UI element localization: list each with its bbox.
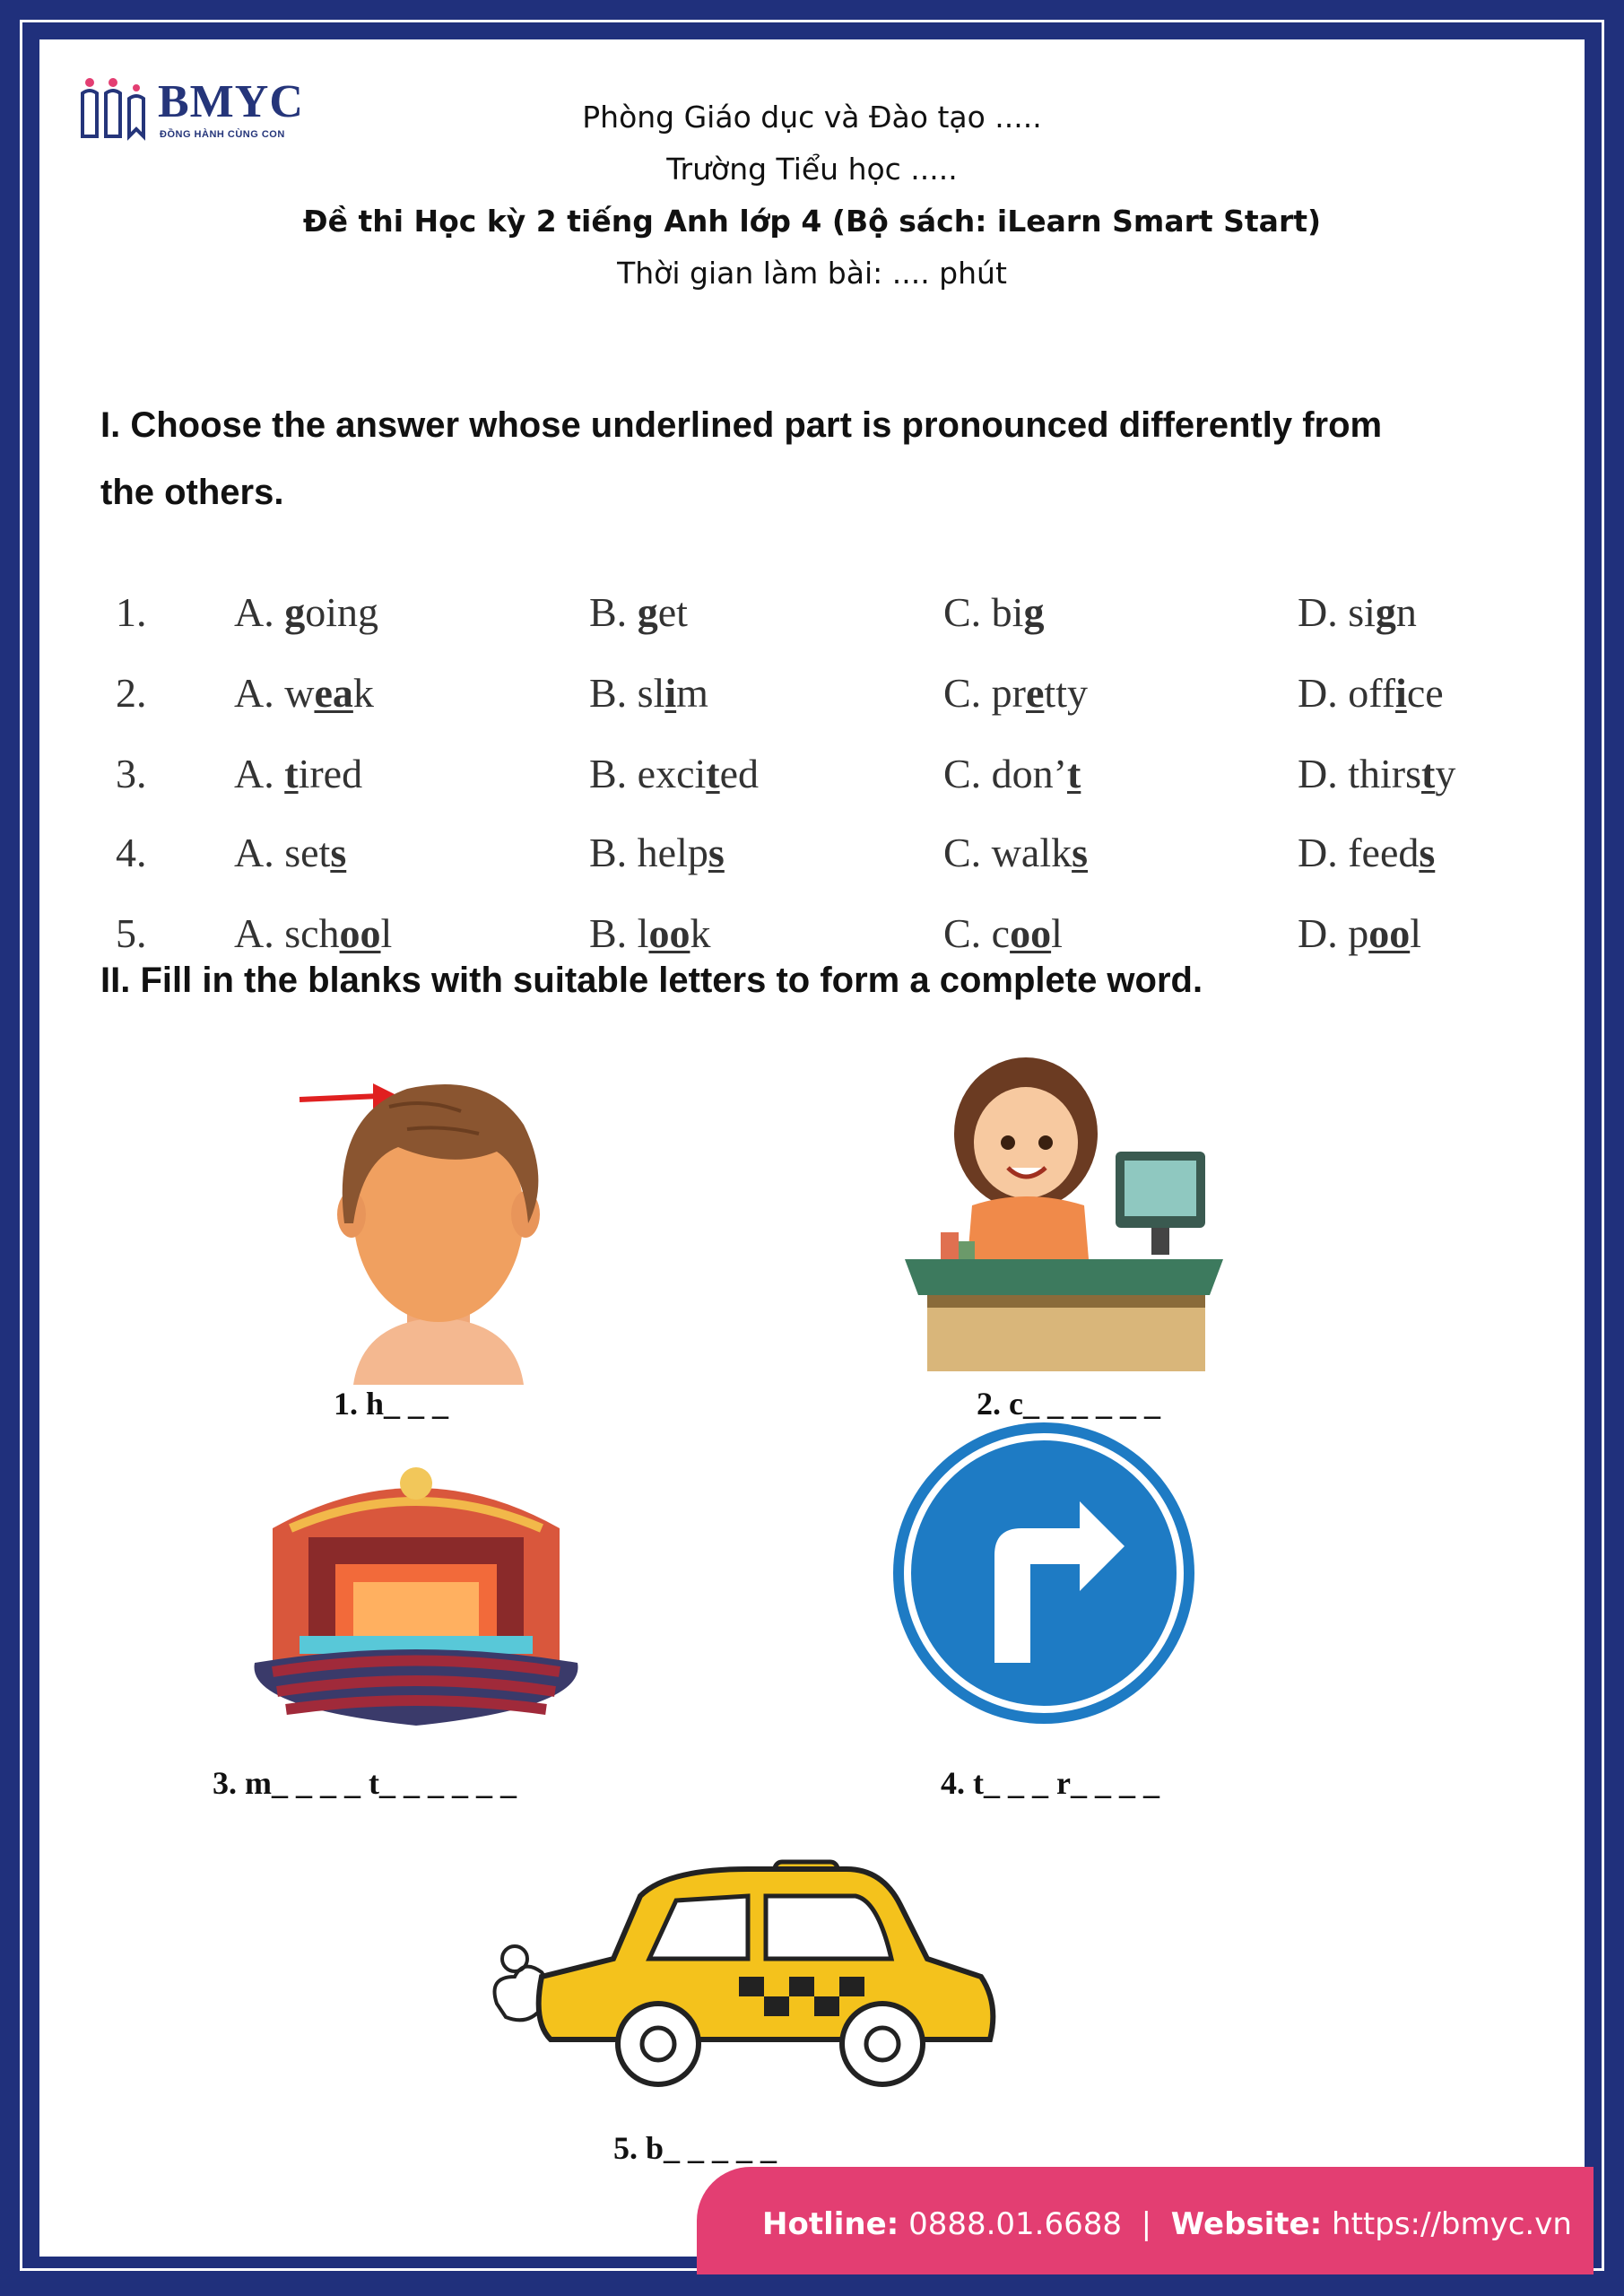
option-text: y [1435,751,1456,796]
underlined-part: g [284,589,306,635]
option-text: B. l [589,910,649,956]
option-text: C. walk [943,830,1073,875]
option-text: A. set [234,830,331,875]
option-text: k [352,670,374,716]
underlined-part: oo [339,910,381,956]
footer-contact [762,2206,1572,2242]
exam-title: Đề thi Học kỳ 2 tiếng Anh lớp 4 (Bộ sách: iLearn Smart Start) [302,204,1322,239]
option-text: D. p [1298,910,1369,956]
underlined-part: oo [1010,910,1052,956]
option-text: B. sl [589,670,665,716]
option-text: n [1395,589,1417,635]
option-text: A. [234,751,285,796]
option-d[interactable] [1298,829,1435,876]
option-b[interactable] [589,750,759,797]
option-text: D. off [1298,670,1396,716]
option-text: ired [298,751,363,796]
question-row [39,750,1585,804]
hotline-number[interactable]: 0888.01.6688 [908,2206,1122,2242]
option-text: C. c [943,910,1011,956]
logo-tagline: ĐỒNG HÀNH CÙNG CON [160,129,285,140]
option-text: et [657,589,688,635]
underlined-part: g [637,589,658,635]
underlined-part: s [1072,830,1089,875]
option-text: ed [719,751,760,796]
underlined-part: g [1023,589,1045,635]
option-c[interactable] [943,750,1081,797]
option-b[interactable] [589,669,708,717]
option-c[interactable] [943,588,1044,636]
question-row [39,588,1585,642]
underlined-part: t [284,751,299,796]
underlined-part: t [1067,751,1081,796]
logo-name: BMYC [158,76,304,127]
hair-picture [255,1044,578,1385]
underlined-part: g [1375,589,1396,635]
worksheet-page [39,39,1585,2257]
option-text: ce [1406,670,1444,716]
caption-4: 4. t_ _ _ r_ _ _ _ [941,1765,1159,1801]
option-text: l [1410,910,1422,956]
movie-theater-picture [237,1430,595,1752]
question-row [39,669,1585,723]
caption-5: 5. b_ _ _ _ _ [613,2130,777,2166]
question-number: 2. [116,670,147,716]
website-label: Website: [1170,2206,1323,2242]
option-a[interactable] [234,829,346,876]
caption-3: 3. m_ _ _ _ t_ _ _ _ _ _ [213,1765,517,1801]
underlined-part: s [708,830,725,875]
option-c[interactable] [943,669,1088,717]
footer-separator: | [1141,2206,1152,2242]
underlined-part: s [330,830,347,875]
option-a[interactable] [234,588,378,636]
question-number: 3. [116,751,147,796]
caption-1: 1. h_ _ _ [334,1386,449,1422]
underlined-part: e [1026,670,1045,716]
department-line: Phòng Giáo dục và Đào tạo ..... [582,100,1042,135]
option-text: B. [589,589,638,635]
taxi-picture [479,1815,1008,2138]
option-text: A. sch [234,910,340,956]
school-line: Trường Tiểu học ..... [666,152,958,187]
option-d[interactable] [1298,669,1444,717]
underlined-part: t [706,751,720,796]
section1-title-line1: I. Choose the answer whose underlined part is pronounced differently from [100,405,1383,445]
question-number: 5. [116,910,147,956]
section1-title-line2: the others. [100,473,284,512]
option-text: A. w [234,670,315,716]
question-row [39,829,1585,883]
underlined-part: t [1421,751,1436,796]
underlined-part: ea [314,670,353,716]
underlined-part: s [1419,830,1436,875]
option-text: l [380,910,393,956]
underlined-part: i [1395,670,1407,716]
option-text: D. si [1298,589,1376,635]
option-text: C. bi [943,589,1024,635]
option-text: C. pr [943,670,1026,716]
section2-title: II. Fill in the blanks with suitable letters to form a complete word. [100,961,1203,1000]
option-text: D. thirs [1298,751,1421,796]
option-text: D. feed [1298,830,1420,875]
underlined-part: oo [648,910,690,956]
option-text: k [690,910,711,956]
option-text: B. help [589,830,708,875]
underlined-part: i [664,670,677,716]
exam-header [39,91,1585,300]
option-text: B. exci [589,751,707,796]
option-b[interactable] [589,829,725,876]
caption-2: 2. c_ _ _ _ _ _ [977,1386,1160,1422]
question-number: 4. [116,830,147,875]
underlined-part: oo [1368,910,1411,956]
option-d[interactable] [1298,909,1421,957]
time-line: Thời gian làm bài: .... phút [617,256,1007,291]
option-a[interactable] [234,750,362,797]
website-link[interactable]: https://bmyc.vn [1332,2206,1572,2242]
option-d[interactable] [1298,750,1455,797]
question-number: 1. [116,589,147,635]
option-text: l [1051,910,1063,956]
option-d[interactable] [1298,588,1417,636]
turn-right-sign-picture [891,1421,1196,1726]
hotline-label: Hotline: [762,2206,899,2242]
option-text: C. don’ [943,751,1067,796]
option-text: A. [234,589,285,635]
option-text: m [676,670,708,716]
option-c[interactable] [943,829,1088,876]
option-text: oing [305,589,379,635]
option-text: tty [1044,670,1088,716]
option-b[interactable] [589,588,688,636]
cashier-picture [891,1044,1241,1385]
option-a[interactable] [234,669,374,717]
